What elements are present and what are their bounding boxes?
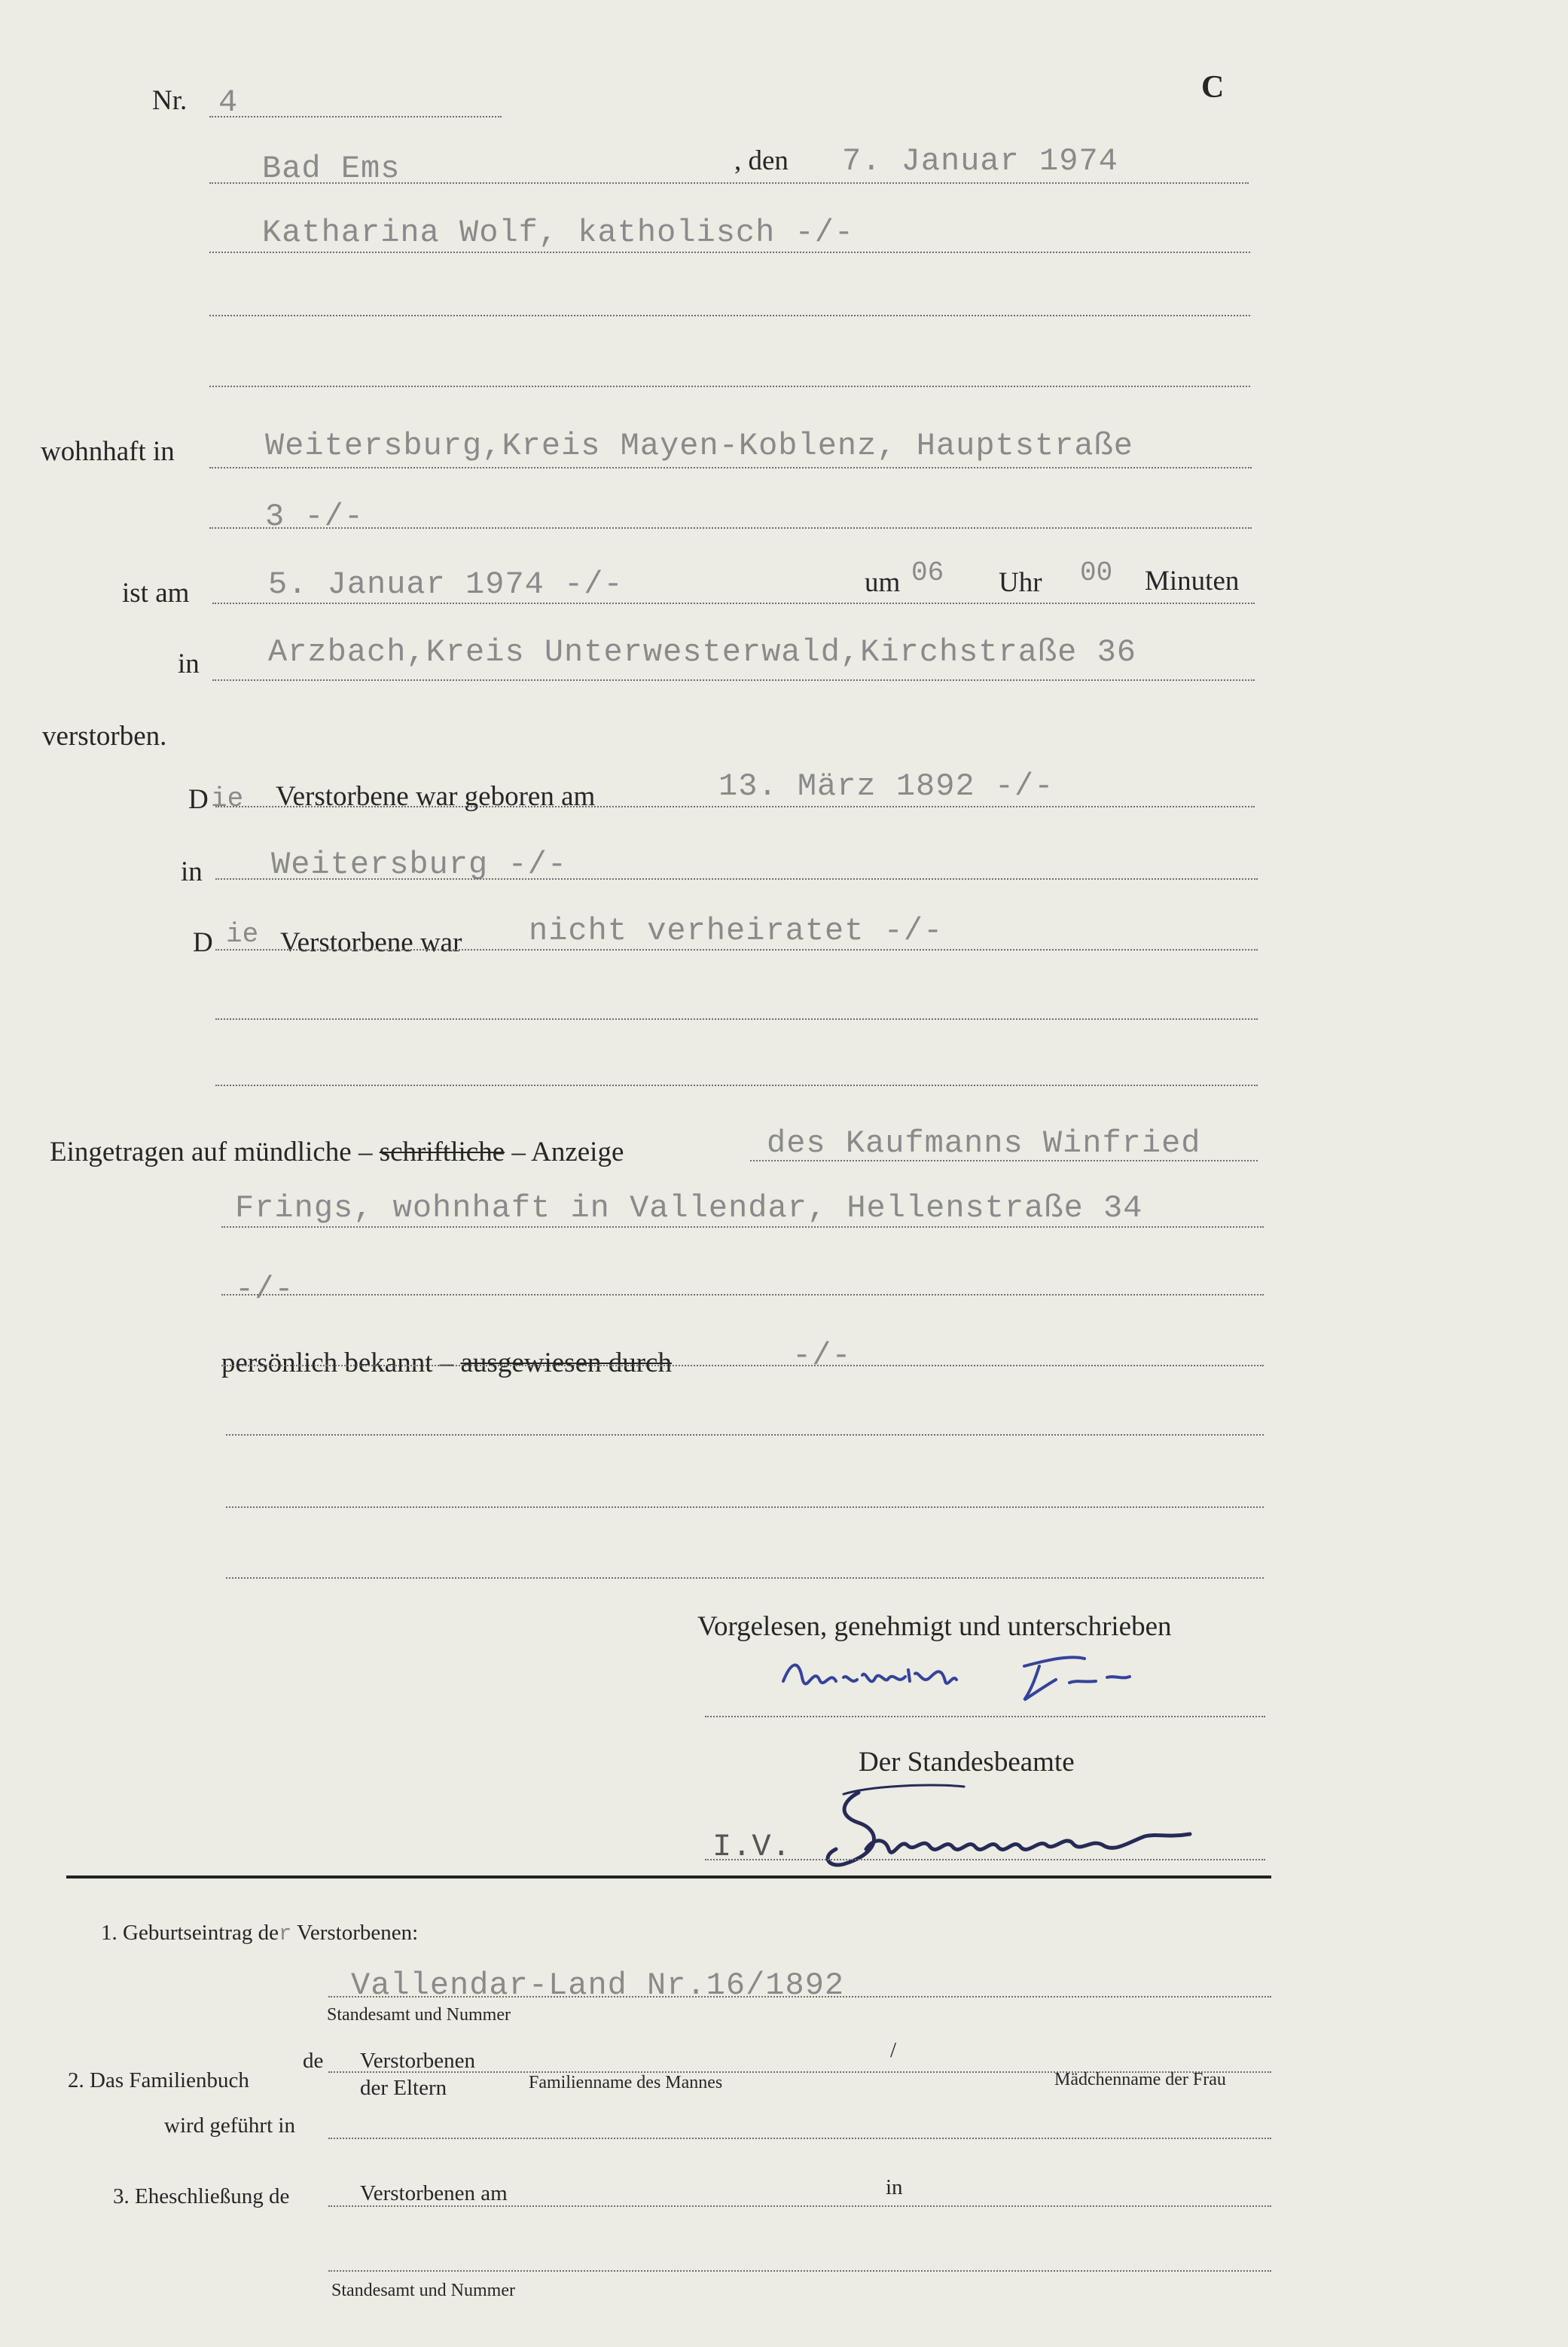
known-label <box>221 1347 672 1379</box>
marital-d-suffix: ie <box>226 919 259 950</box>
item2-kept-label: wird geführt in <box>164 2114 295 2138</box>
section-divider <box>66 1875 1271 1879</box>
line-item3-b <box>328 2270 1271 2272</box>
minuten-label: Minuten <box>1145 566 1240 597</box>
line-place-date <box>209 182 1249 184</box>
registration-label-a: Eingetragen auf mündliche <box>50 1137 352 1167</box>
hour-value: 06 <box>911 557 944 588</box>
item1-label-b: Verstorbenen: <box>297 1921 419 1945</box>
line-name <box>209 252 1250 253</box>
address-line-1: Weitersburg,Kreis Mayen-Koblenz, Hauptstraße <box>265 428 1133 464</box>
registration-line-3: -/- <box>235 1271 294 1308</box>
ist-am-label: ist am <box>122 578 190 609</box>
item2-caption-wife: Mädchenname der Frau <box>1054 2070 1226 2089</box>
line-blank-3 <box>215 1018 1258 1020</box>
registration-label-b: Anzeige <box>531 1137 624 1167</box>
known-struck: ausgewiesen durch <box>460 1347 672 1378</box>
item2-label: 2. Das Familienbuch <box>68 2068 249 2092</box>
date-value: 7. Januar 1974 <box>842 143 1118 179</box>
iv-label: I.V. <box>712 1829 792 1865</box>
closing-text: Vorgelesen, genehmigt und unterschrieben <box>697 1611 1172 1642</box>
line-blank-2 <box>209 386 1250 387</box>
line-registration-1 <box>750 1160 1258 1161</box>
registration-dash-1: – <box>358 1137 373 1167</box>
item2-de: de <box>303 2049 324 2073</box>
birth-place: Weitersburg -/- <box>271 847 568 883</box>
place-value: Bad Ems <box>262 151 401 187</box>
item3-mid: Verstorbenen am <box>360 2181 508 2205</box>
item2-option-2: der Eltern <box>360 2076 447 2100</box>
line-address-1 <box>209 467 1252 468</box>
name-line: Katharina Wolf, katholisch -/- <box>262 215 855 251</box>
line-address-2 <box>209 527 1252 529</box>
line-informant-signature <box>705 1716 1265 1717</box>
marital-label: Verstorbene war <box>280 927 462 958</box>
registration-line-2: Frings, wohnhaft in Vallendar, Hellenstraße 34 <box>235 1190 1143 1226</box>
informant-signature <box>776 1644 1167 1711</box>
line-death-place <box>212 679 1255 681</box>
item2-caption-husband: Familienname des Mannes <box>529 2073 723 2092</box>
minutes-value: 00 <box>1080 557 1113 588</box>
um-label: um <box>865 567 901 598</box>
line-registration-2 <box>221 1226 1264 1228</box>
corner-letter: C <box>1201 70 1225 105</box>
uhr-label: Uhr <box>999 567 1042 598</box>
official-signature <box>813 1778 1220 1883</box>
line-official-signature <box>705 1859 1265 1860</box>
line-item1 <box>328 1996 1271 1998</box>
line-item3 <box>328 2205 1271 2207</box>
in-label: in <box>178 649 200 679</box>
nr-label: Nr. <box>152 85 188 116</box>
known-dash: – <box>439 1347 454 1378</box>
birth-label: Verstorbene war geboren am <box>276 781 596 812</box>
birth-d-suffix: ie <box>211 783 244 814</box>
registration-line-1: des Kaufmanns Winfried <box>767 1125 1201 1161</box>
line-death-date <box>212 603 1255 604</box>
line-blank-4 <box>215 1085 1258 1086</box>
line-item2-kept <box>328 2138 1271 2139</box>
item1-label <box>101 1921 418 1946</box>
item1-label-text: 1. Geburtseintrag de <box>101 1921 279 1945</box>
line-known <box>221 1365 1264 1366</box>
item2-option-1: Verstorbenen <box>360 2049 476 2073</box>
line-blank-5 <box>226 1434 1264 1436</box>
official-title: Der Standesbeamte <box>859 1747 1075 1778</box>
verstorben-label: verstorben. <box>42 721 167 752</box>
line-blank-1 <box>209 315 1250 316</box>
registration-struck: schriftliche <box>379 1137 505 1167</box>
registration-dash-2: – <box>511 1137 526 1167</box>
item1-value: Vallendar-Land Nr.16/1892 <box>351 1967 845 2004</box>
birth-date: 13. März 1892 -/- <box>718 768 1054 804</box>
line-birth-date <box>215 806 1255 807</box>
marital-status: nicht verheiratet -/- <box>529 913 944 949</box>
known-value: -/- <box>792 1338 852 1374</box>
line-blank-6 <box>226 1506 1264 1508</box>
birth-d-prefix: D <box>188 784 209 815</box>
death-date: 5. Januar 1974 -/- <box>268 566 624 603</box>
nr-value: 4 <box>218 84 239 121</box>
wohnhaft-label: wohnhaft in <box>41 436 175 467</box>
marital-d-prefix: D <box>193 927 213 958</box>
den-label: , den <box>734 145 789 176</box>
line-registration-3 <box>221 1294 1264 1296</box>
item2-slash: / <box>890 2038 897 2062</box>
line-blank-7 <box>226 1577 1264 1579</box>
birth-in-label: in <box>181 856 203 887</box>
address-line-2: 3 -/- <box>265 499 365 535</box>
line-birth-place <box>215 878 1258 880</box>
nr-line <box>209 116 502 118</box>
known-label-text: persönlich bekannt <box>221 1347 433 1378</box>
item3-label: 3. Eheschließung de <box>113 2184 290 2208</box>
item3-caption: Standesamt und Nummer <box>331 2281 515 2300</box>
line-marital <box>215 949 1258 951</box>
item1-caption: Standesamt und Nummer <box>327 2005 511 2025</box>
item3-in: in <box>886 2175 903 2199</box>
death-place: Arzbach,Kreis Unterwesterwald,Kirchstraße 36 <box>268 634 1136 670</box>
item1-suffix: r <box>278 1921 292 1946</box>
registration-label <box>50 1136 624 1168</box>
